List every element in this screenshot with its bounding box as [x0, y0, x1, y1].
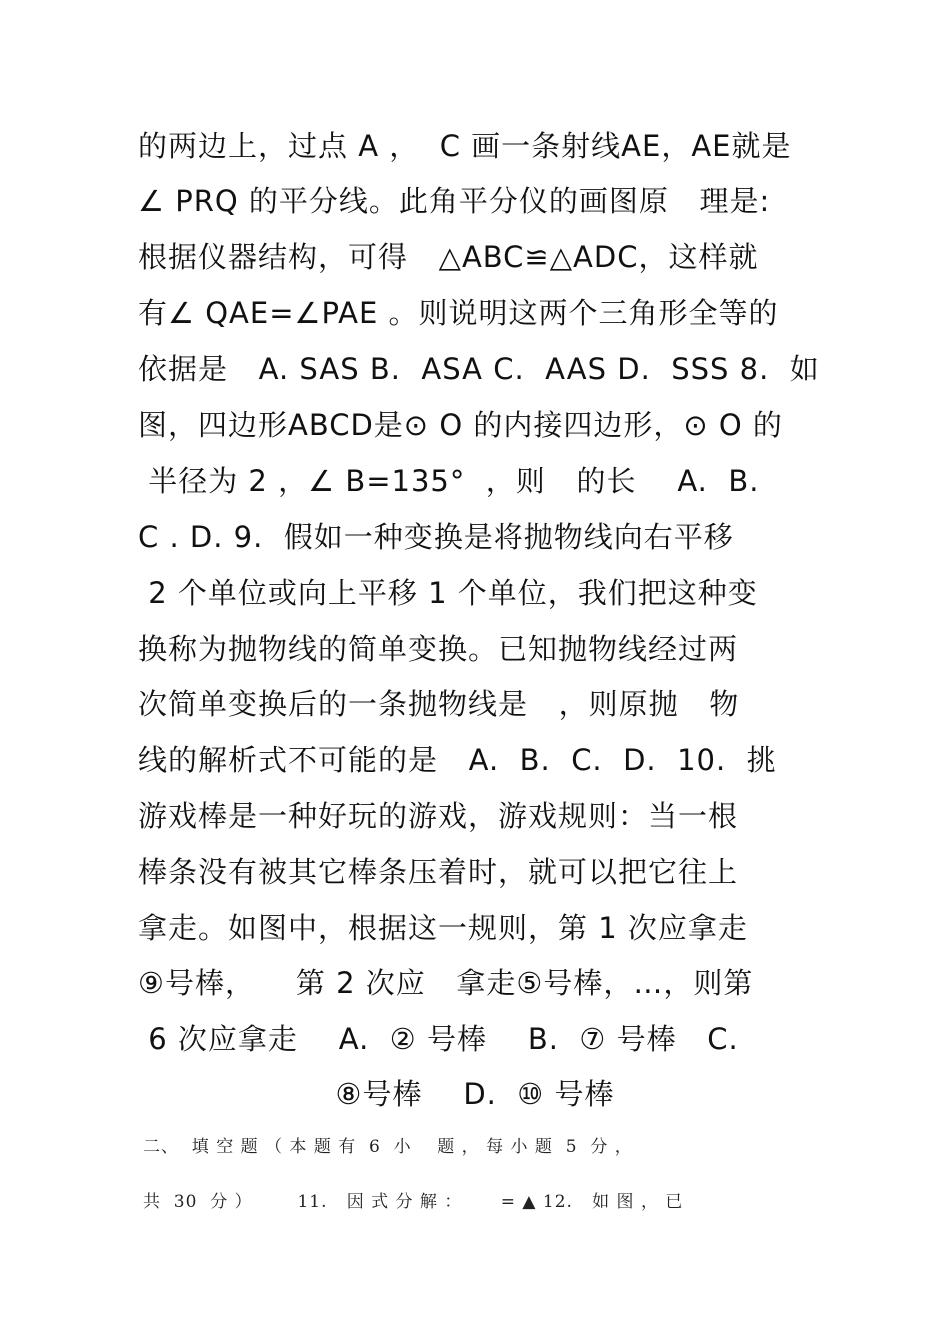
- text-line-4: 有∠ QAE=∠PAE 。则说明这两个三角形全等的: [138, 296, 779, 330]
- text-line-1: 的两边上，过点 A ， C 画一条射线AE，AE就是: [138, 129, 792, 163]
- text-line-14: 棒条没有被其它棒条压着时，就可以把它往上: [138, 855, 739, 889]
- text-line-5: 依据是 A. SAS B. ASA C. AAS D. SSS 8. 如: [138, 352, 820, 386]
- text-line-13: 游戏棒是一种好玩的游戏，游戏规则：当一根: [138, 799, 739, 833]
- text-line-10: 换称为抛物线的简单变换。已知抛物线经过两: [138, 632, 739, 666]
- text-line-9: 2 个单位或向上平移 1 个单位，我们把这种变: [138, 576, 758, 610]
- text-line-17: 6 次应拿走 A. ② 号棒 B. ⑦ 号棒 C.: [138, 1022, 739, 1056]
- text-line-15: 拿走。如图中，根据这一规则，第 1 次应拿走: [138, 911, 748, 945]
- text-line-11: 次简单变换后的一条抛物线是 ，则原抛 物: [138, 687, 740, 721]
- text-line-3: 根据仪器结构，可得 △ABC≌△ADC，这样就: [138, 240, 759, 274]
- text-line-6: 图，四边形ABCD是⊙ O 的内接四边形，⊙ O 的: [138, 408, 783, 442]
- text-line-centered: ⑧号棒 D. ⑩ 号棒: [335, 1077, 615, 1111]
- text-line-2: ∠ PRQ 的平分线。此角平分仪的画图原 理是:: [138, 184, 771, 218]
- text-line-16: ⑨号棒， 第 2 次应 拿走⑤号棒，…，则第: [138, 966, 754, 1000]
- text-line-12: 线的解析式不可能的是 A. B. C. D. 10. 挑: [138, 743, 777, 777]
- text-line-8: C . D. 9. 假如一种变换是将抛物线向右平移: [138, 520, 734, 554]
- section-heading-line-1: 二、 填 空 题 （ 本 题 有 6 小 题 ， 每 小 题 5 分 ，: [143, 1137, 633, 1157]
- section-heading-line-2: 共 30 分 ） 11. 因 式 分 解 ： = ▲ 12. 如 图 ， 已: [143, 1192, 684, 1212]
- text-line-7: 半径为 2 ，∠ B=135° ，则 的长 A. B.: [138, 464, 760, 498]
